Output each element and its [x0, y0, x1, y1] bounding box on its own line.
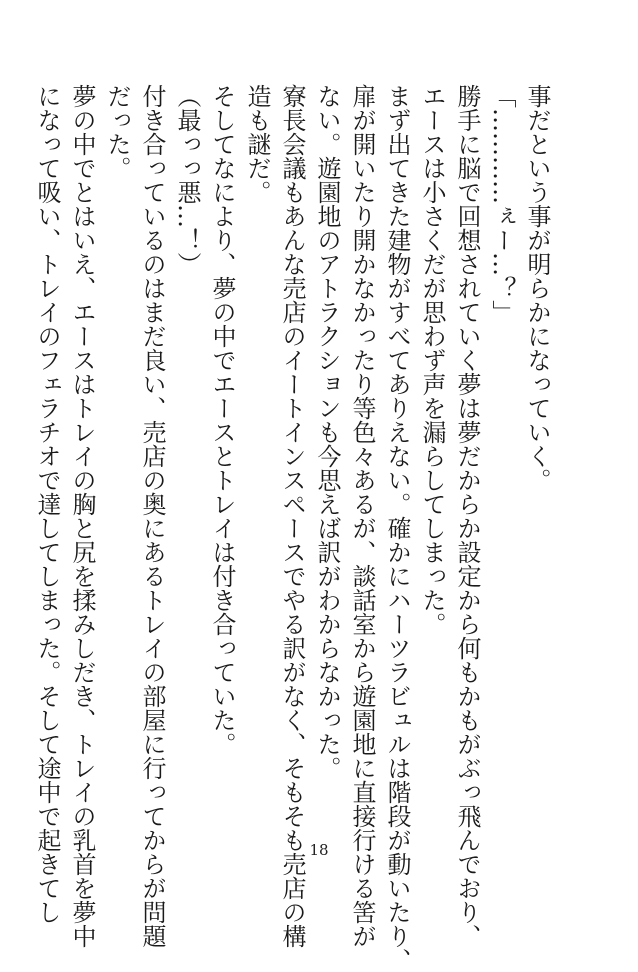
text-line: 扉が開いたり開かなかったり等色々あるが、談話室から遊園地に直接行ける筈が	[348, 84, 376, 948]
text-line: だった。	[103, 84, 131, 180]
text-line: になって吸い、トレイのフェラチオで達してしまった。そして途中で起きてし	[33, 84, 61, 924]
text-line: 事だという事が明らかになっていく。	[523, 84, 551, 492]
text-line: 造も謎だ。	[243, 84, 271, 204]
page-number: 18	[309, 841, 329, 859]
text-line: エースは小さくだが思わず声を漏らしてしまった。	[418, 84, 446, 636]
text-line: 「…………ぇー…？」	[488, 84, 516, 324]
text-line: ない。遊園地のアトラクションも今思えば訳がわからなかった。	[313, 84, 341, 780]
text-line: 付き合っているのはまだ良い、売店の奥にあるトレイの部屋に行ってからが問題	[138, 84, 166, 948]
text-line: 勝手に脳で回想されていく夢は夢だからか設定から何もかもがぶっ飛んでおり、	[453, 84, 481, 948]
text-line: 寮長会議もあんな売店のイートインスペースでやる訳がなく、そもそも売店の構	[278, 84, 306, 948]
text-line: そしてなにより、夢の中でエースとトレイは付き合っていた。	[208, 84, 236, 756]
text-line: まず出てきた建物がすべてありえない。確かにハーツラビュルは階段が動いたり、	[383, 84, 411, 972]
text-line: 夢の中でとはいえ、エースはトレイの胸と尻を揉みしだき、トレイの乳首を夢中	[68, 84, 96, 948]
text-line: （最っっ悪…！）	[173, 84, 201, 276]
